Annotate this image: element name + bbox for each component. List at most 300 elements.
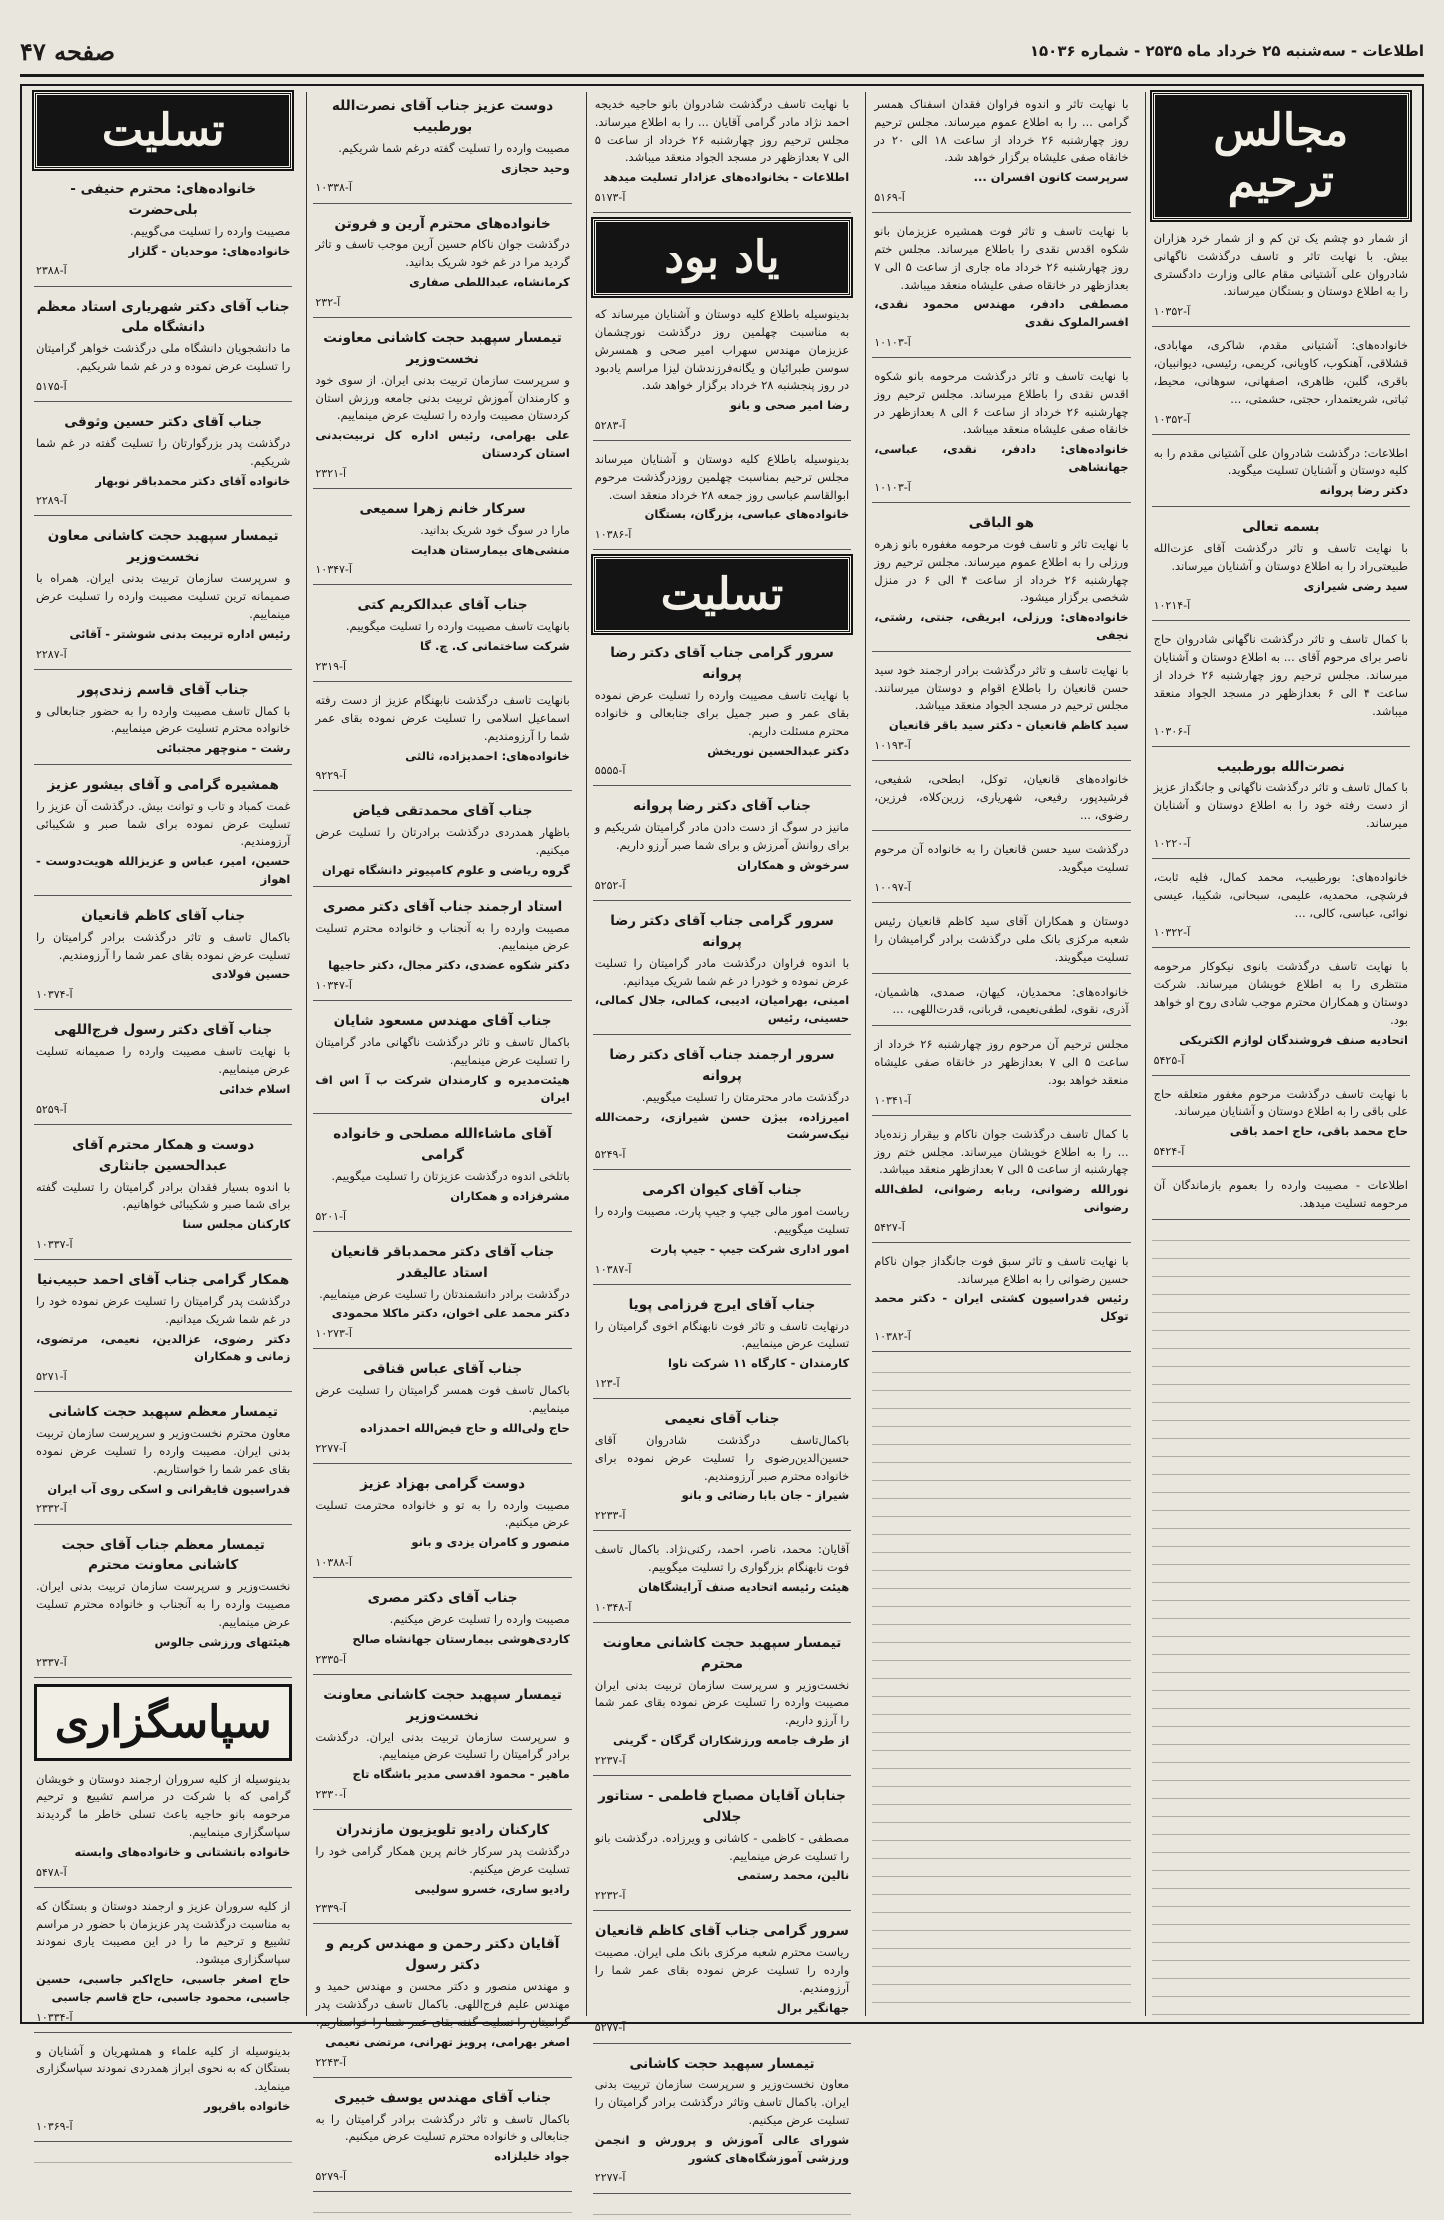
notice-title: جناب آقای مهندس یوسف خبیری <box>333 2089 552 2106</box>
notice-code: ۲۳۳۰-آ <box>315 1788 347 1802</box>
notice-signature: کاردی‌هوشی بیمارستان جهانشاه صالح <box>352 1631 570 1646</box>
notice-signature: ماهیر - محمود اقدسی مدیر باشگاه تاج <box>352 1767 570 1782</box>
notice-item <box>593 639 851 786</box>
notice-code: ۱۰۳۵۲-آ <box>1153 412 1191 426</box>
notice-code: ۲۲۳۲-آ <box>594 1889 626 1903</box>
notice-item <box>34 293 292 403</box>
notice-title: سرور گرامی جناب آقای دکتر رضا پروانه <box>610 912 834 950</box>
notice-signature: حاج محمد باقی، حاج احمد باقی <box>1229 1124 1408 1139</box>
notice-item <box>34 1767 292 1888</box>
notice-body: با نهایت تاسف و تاثر سبق فوت جانگداز جوان ناکام حسین رضوانی را به اطلاع میرساند. <box>874 1253 1129 1286</box>
notice-item <box>872 980 1130 1027</box>
notice-title: جناب آقای نعیمی <box>664 1411 780 1428</box>
notice-code: ۱۰۳۳۴-آ <box>35 2010 73 2024</box>
notice-code: ۲۳۳۹-آ <box>315 1902 347 1916</box>
notice-body: خانواده‌های: بورطبیب، محمد کمال، فلیه ثابت، فرشچی، محمدیه، علیمی، سبحانی، شکیبا، عیسی نوائی، عباسی، کالی، ... <box>1153 869 1408 920</box>
notice-code: ۱۰۳۴۱-آ <box>874 1093 911 1107</box>
notice-item <box>593 92 851 213</box>
notice-signature: مشرفزاده و همکاران <box>450 1188 570 1203</box>
notice-code: ۲۲۸۷-آ <box>35 647 67 661</box>
notice-body: با کمال تاسف و تاثر درگذشت ناگهانی شادروان حاج ناصر برای مرحوم آقای ... به اطلاع دوستان و آشنایان میرساند. مجلس ترحیم روز چهارشنبه ۲۶ خرداد از ساعت ۴ الی ۶ بعدازظهر در مسجد الجواد منعقد میباشد. <box>1153 632 1408 718</box>
notice-item <box>313 1930 571 2077</box>
page-header <box>20 28 1424 77</box>
notice-code: ۲۳۳۵-آ <box>315 1652 347 1666</box>
banner-sepaskozari: سپاسگزاری <box>34 1684 292 1761</box>
notice-body: با اندوه بسیار فقدان برادر گرامیتان را تسلیت گفته برای شما صبر و شکیبائی خواهانیم. <box>35 1179 291 1212</box>
notice-code: ۵۱۷۵-آ <box>35 379 67 393</box>
notice-title: جناب آقای عبدالکریم کتی <box>357 597 528 614</box>
notice-signature: خانواده‌های: دادفر، نقدی، عباسی، جهانشاهی <box>874 442 1129 475</box>
notice-body: مصیبت وارده را تسلیت عرض میکنیم. <box>389 1612 570 1627</box>
notice-item <box>313 1681 571 1810</box>
notice-signature: خانواده باتشتانی و خانواده‌های وابسته <box>74 1844 291 1859</box>
notice-item <box>313 495 571 586</box>
notice-code: ۲۲۴۳-آ <box>315 2055 347 2069</box>
notice-code: ۱۲۳-آ <box>594 1377 620 1391</box>
notice-code: ۵۲۵۹-آ <box>35 1102 67 1116</box>
notice-body: آقایان: محمد، ناصر، احمد، رکنی‌نژاد. باکمال تاسف فوت نابهنگام بزرگواری را تسلیت میگوییم. <box>594 1542 850 1575</box>
notice-item <box>313 1470 571 1578</box>
notice-title: جناب آقای کاظم قانعیان <box>81 907 246 924</box>
notice-signature: از طرف جامعه ورزشکاران گرگان - گرینی <box>613 1733 850 1748</box>
notice-code: ۱۰۳۸۸-آ <box>315 1556 352 1570</box>
notice-code: ۲۲۷۷-آ <box>315 1441 347 1455</box>
notice-signature: سرخوش و همکاران <box>737 858 850 873</box>
column-filler <box>313 2198 571 2218</box>
notice-signature: رادیو ساری، خسرو سولیبی <box>414 1881 570 1896</box>
notice-item <box>313 893 571 1001</box>
notice-signature: سید کاظم قانعیان - دکتر سید باقر قانعیان <box>888 718 1129 733</box>
notice-body: بانهایت تاسف درگذشت نابهنگام عزیز از دست رفته اسماعیل اسلامی را تسلیت عرض نموده بقای عمر شما را آرزومندیم. <box>315 693 570 743</box>
notice-signature: اطلاعات - بخانواده‌های عزادار تسلیت میدهد <box>603 170 850 185</box>
notice-signature: اتحادیه صنف فروشندگان لوازم الکتریکی <box>1179 1032 1408 1047</box>
notice-item <box>313 1007 571 1114</box>
notice-title: سرور گرامی جناب آقای دکتر رضا پروانه <box>610 645 834 683</box>
notice-signature: خانواده آقای دکتر محمدباقر نوبهار <box>95 473 291 488</box>
notice-code: ۵۱۷۳-آ <box>594 191 626 205</box>
notice-code: ۱۰۲۲۰-آ <box>1153 836 1191 850</box>
notice-code: ۵۲۷۹-آ <box>315 2169 347 2183</box>
notice-item <box>313 1120 571 1232</box>
notice-signature: رضا امیر صحی و بانو <box>729 398 850 413</box>
notice-code: ۵۲۵۲-آ <box>594 878 626 892</box>
notice-code: ۵۲۰۱-آ <box>315 1209 347 1223</box>
notice-item <box>1152 226 1410 327</box>
notice-body: از کلیه سروران عزیز و ارجمند دوستان و بستگان که به مناسبت درگذشت پدر عزیزمان با حضور در مراسم تشییع و ترحیم ما را در این مصیبت یاری نمودند سپاسگزاری میشود. <box>35 1898 291 1967</box>
notice-body: با نهایت تاثر و تاسف فوت مرحومه مغفوره بانو زهره ورزلی را به اطلاع عموم میرساند. مجلس ترحیم روز چهارشنبه ۲۶ خرداد از ساعت ۴ الی ۶ در منزل شخصی برگزار میشود. <box>874 536 1129 605</box>
notice-code: ۲۳۳۲-آ <box>35 1502 67 1516</box>
notice-body: با نهایت تاثر و اندوه فراوان فقدان اسفناک همسر گرامی ... را به اطلاع عموم میرساند. مجلس ترحیم روز چهارشنبه ۲۶ خرداد از ساعت ۱۸ الی ۲۰ در خانقاه صفی علیشاه برگزار خواهد شد. <box>874 97 1129 165</box>
notice-body: باکمال تاسف و تاثر درگذشت برادر گرامیتان را تسلیت عرض نموده بقای عمر شما را آرزومندیم. <box>35 929 291 962</box>
notice-signature: امور اداری شرکت جیپ - جیپ پارت <box>650 1241 850 1256</box>
notice-signature: امیرزاده، بیژن حسن شیرازی، رحمت‌الله نیک‌سرشت <box>594 1109 850 1142</box>
notice-body: بدینوسیله باطلاع کلیه دوستان و آشنایان میرساند که به مناسبت چهلمین روز درگذشت نورچشمان عزیزمان مهندس سهراب امیر صحی و همسرش سوسن طبرائیان و یگانه‌فرزندشان لیزا مراسم یادبود در روز پنجشنبه ۲۸ خرداد برگزار خواهد شد. <box>594 307 850 393</box>
notice-title: نصرت‌الله بورطبیب <box>1216 758 1345 775</box>
notice-item <box>313 1238 571 1350</box>
notice-body: از شمار دو چشم یک تن کم و از شمار خرد هزاران بیش. با نهایت تاثر و تاسف درگذشت ناگهانی شادروان علی آشتیانی مقام عالی وزارت دادگستری را به اطلاع دوستان و بستگان میرساند. <box>1153 231 1408 299</box>
notice-code: ۵۲۴۹-آ <box>594 1148 626 1162</box>
notice-title: همشیره گرامی و آقای بیشور عزیز <box>47 776 279 793</box>
notice-signature: دکتر عبدالحسین نوریخش <box>707 743 850 758</box>
notice-title: آقایان دکتر رحمن و مهندس کریم و دکتر رسول <box>325 1936 560 1974</box>
column-right <box>1145 92 1416 2016</box>
notice-title: تیمسار سپهبد حجت کاشانی معاون نخست‌وزیر <box>47 528 279 566</box>
notice-title: جناب آقای دکتر رسول فرج‌اللهی <box>54 1022 273 1039</box>
notice-title: خانواده‌های: محترم حنیفی - بلی‌حضرت <box>70 181 257 218</box>
notice-item <box>1152 1082 1410 1167</box>
notice-body: بدینوسیله از کلیه سروران ارجمند دوستان و خویشان گرامی که با شرکت در مراسم تشییع و ترحیم مرحومه بانو حاجیه باعث تسلی خاطر ما گردیدند سپاسگزاری مینماییم. <box>35 1771 291 1840</box>
notice-item <box>1152 954 1410 1075</box>
notice-signature: نالین، محمد رستمی <box>737 1868 850 1883</box>
notice-code: ۱۰۳۷۴-آ <box>35 988 73 1002</box>
notice-body: مانیز در سوگ از دست دادن مادر گرامیتان شریکیم و برای روانش آمرزش و برای شما صبر آرزو داریم. <box>594 820 850 853</box>
notice-code: ۱۰۱۹۳-آ <box>874 739 911 752</box>
notice-signature: حاج اصغر جاسبی، حاج‌اکبر جاسبی، حسین جاسبی، محمود جاسبی، حاج قاسم جاسبی <box>35 1972 291 2004</box>
notice-item <box>34 1131 292 1260</box>
notice-item <box>593 1782 851 1911</box>
notice-item <box>313 591 571 682</box>
notice-body: و سرپرست سازمان تربیت بدنی ایران. درگذشت برادر گرامیتان را تسلیت عرض مینماییم. <box>315 1729 570 1762</box>
notice-title: جناب آقای قاسم زندی‌پور <box>77 681 249 698</box>
column-center-right <box>865 92 1136 2016</box>
notice-code: ۱۰۳۵۲-آ <box>1153 305 1191 319</box>
notice-title: سرور گرامی جناب آقای کاظم قانعیان <box>595 1923 849 1940</box>
notice-code: ۲۳۸۸-آ <box>35 264 67 278</box>
notice-body: باکمال‌تاسف درگذشت شادروان آقای حسین‌الدین‌رضوی را تسلیت عرض نموده برای خانواده محترم صبر آرزومندیم. <box>594 1433 850 1483</box>
notice-code: ۵۱۶۹-آ <box>874 191 905 205</box>
notice-code: ۱۰۲۱۴-آ <box>1153 599 1191 613</box>
notice-signature: دکتر محمد علی اخوان، دکتر ماکلا محمودی <box>331 1306 570 1321</box>
notice-body: مصیبت وارده را به آنجناب و خانواده محترم تسلیت عرض مینماییم. <box>315 920 570 953</box>
notice-item <box>872 364 1130 503</box>
notice-signature: سید رضی شیرازی <box>1303 578 1408 593</box>
notice-item <box>872 219 1130 358</box>
notice-body: باکمال تاسف و تاثر درگذشت ناگهانی مادر گرامیتان را تسلیت عرض مینماییم. <box>315 1035 570 1067</box>
notice-body: با نهایت تاسف درگذشت شادروان بانو حاجیه خدیجه احمد نژاد مادر گرامی آقایان ... را به اطلاع میرساند. مجلس ترحیم روز چهارشنبه ۲۶ خرداد از ساعت ۵ الی ۷ بعدازظهر در مسجد الجواد منعقد میباشد. <box>594 97 850 165</box>
banner-majales-tarhim: مجالس ترحیم <box>1152 92 1410 220</box>
notice-title: جنابان آقایان مصباح فاطمی - ستاتور جلالی <box>598 1787 846 1825</box>
notice-code: ۱۰۳۸۲-آ <box>874 1330 911 1344</box>
notice-code: ۵۲۷۷-آ <box>594 2021 626 2035</box>
notice-signature: گروه ریاضی و علوم کامپیوتر دانشگاه تهران <box>321 862 570 877</box>
notice-body: با نهایت تاسف درگذشت بانوی نیکوکار مرحومه منتظری را به اطلاع خویشان میرساند. شرکت دوستان و همکاران محترم موجب شادی روح او خواهد بود. <box>1153 959 1408 1027</box>
notice-code: ۱۰۱۰۳-آ <box>874 335 911 349</box>
notice-signature: شورای عالی آموزش و پرورش و انجمن ورزشی آموزشگاه‌های کشور <box>594 2132 850 2165</box>
notice-item <box>872 837 1130 903</box>
notice-body: و مهندس منصور و دکتر محسن و مهندس حمید و مهندس علیم فرج‌اللهی. باکمال تاسف درگذشت پدر گرامیتان را تسلیت گفته بقای عمر شما را خواستاریم. <box>315 1979 570 2029</box>
notice-item <box>34 522 292 669</box>
notice-signature: نورالله رضوانی، ربابه رضوانی، لطف‌الله رضوانی <box>874 1182 1129 1214</box>
notice-signature: مصطفی دادفر، مهندس محمود نقدی، افسرالملوک نقدی <box>874 297 1129 330</box>
notice-title: هو الباقی <box>968 514 1035 531</box>
notice-item <box>872 1249 1130 1352</box>
notice-title: بسمه تعالی <box>1242 519 1320 536</box>
notice-code: ۲۳۲-آ <box>315 295 341 309</box>
notice-title: سرکار خانم زهرا سمیعی <box>359 500 526 517</box>
notice-body: معاون محترم نخست‌وزیر و سرپرست سازمان تربیت بدنی ایران. مصیبت وارده را تسلیت عرض نموده بقای عمر شما را خواستاریم. <box>35 1426 291 1476</box>
notice-body: درنهایت تاسف و تاثر فوت نابهنگام اخوی گرامیتان را تسلیت عرض مینماییم. <box>594 1318 850 1351</box>
notice-title: جناب آقای دکتر حسین وثوقی <box>64 414 263 431</box>
notice-title: جناب آقای کیوان اکرمی <box>642 1182 802 1199</box>
notice-body: درگذشت پدر بزرگوارتان را تسلیت گفته در غم شما شریکیم. <box>35 435 291 468</box>
notice-item <box>1152 753 1410 859</box>
notice-item <box>313 92 571 204</box>
notice-title: جناب آقای دکتر رضا پروانه <box>633 798 811 815</box>
notice-signature: سرپرست کانون افسران ... <box>973 170 1129 185</box>
notice-item <box>34 1266 292 1392</box>
notice-code: ۱۰۳۶۹-آ <box>35 2119 73 2133</box>
notice-title: تیمسار معظم جناب آقای حجت کاشانی معاونت محترم <box>61 1536 265 1574</box>
notice-body: درگذشت جوان ناکام حسین آرین موجب تاسف و تاثر گردید مرا در غم خود شریک بدانید. <box>315 237 570 270</box>
notice-code: ۵۲۸۳-آ <box>594 418 626 432</box>
notice-item <box>1152 865 1410 948</box>
notice-signature: رئیس فدراسیون کشتی ایران - دکتر محمد توکل <box>874 1291 1129 1324</box>
notice-body: باتلخی اندوه درگذشت عزیزتان را تسلیت میگوییم. <box>331 1169 570 1184</box>
notice-body: مصیبت وارده را تسلیت گفته درغم شما شریکیم. <box>338 140 570 155</box>
notice-code: ۵۴۲۵-آ <box>1153 1053 1185 1067</box>
notice-body: ما دانشجویان دانشگاه ملی درگذشت خواهر گرامیتان را تسلیت عرض نموده و در غم شما شریکیم. <box>35 341 291 374</box>
notice-body: مجلس ترحیم آن مرحوم روز چهارشنبه ۲۶ خرداد از ساعت ۵ الی ۷ بعدازظهر در خانقاه صفی علیشاه منعقد خواهد بود. <box>874 1037 1129 1087</box>
notice-signature: اسلام خدائی <box>219 1081 291 1096</box>
notice-signature: رشت - منوچهر مجتبائی <box>156 741 291 756</box>
notice-body: باظهار همدردی درگذشت برادرتان را تسلیت عرض میکنیم. <box>315 825 570 858</box>
notice-body: با کمال تاسف و تاثر درگذشت ناگهانی و جانگداز عزیز از دست رفته خود را به اطلاع دوستان و آشنایان میرساند. <box>1153 780 1408 831</box>
notice-body: خانواده‌های: محمدیان، کیهان، صمدی، هاشمیان، آذری، نقوی، لطفی‌نعیمی، قربانی، قدرت‌اللهی، ... <box>874 984 1129 1017</box>
notice-body: درگذشت مادر محترمتان را تسلیت میگوییم. <box>641 1089 850 1104</box>
notice-code: ۱۰۳۲۲-آ <box>1153 926 1191 940</box>
notice-code: ۱۰۳۰۶-آ <box>1153 724 1191 738</box>
notice-body: درگذشت پدر گرامیتان را تسلیت عرض نموده خود را در غم شما شریک میدانیم. <box>35 1293 291 1326</box>
notice-code: ۲۲۳۳-آ <box>594 1509 626 1523</box>
notice-item <box>34 1398 292 1524</box>
notice-item <box>872 909 1130 973</box>
notice-item <box>593 1176 851 1284</box>
notice-body: ریاست محترم شعبه مرکزی بانک ملی ایران. مصیبت وارده را تسلیت عرض نموده بقای عمر شما را آرزومندیم. <box>594 1945 850 1995</box>
notice-title: تیمسار سپهبد حجت کاشانی معاونت نخست‌وزیر <box>323 1686 562 1724</box>
notice-title: دوست و همکار محترم آقای عبدالحسین جانثاری <box>72 1136 255 1174</box>
notice-code: ۹۲۲۹-آ <box>315 769 347 783</box>
notice-signature: وحید حجازی <box>500 160 570 175</box>
column-left <box>28 92 298 2133</box>
notice-title: جناب آقای دکتر مصری <box>367 1590 518 1607</box>
notice-body: مصیبت وارده را به تو و خانواده محترمت تسلیت عرض میکنیم. <box>315 1497 570 1530</box>
notice-title: جناب آقای ایرج فرزامی پویا <box>628 1296 816 1313</box>
notice-item <box>313 1584 571 1675</box>
notice-title: استاد ارجمند جناب آقای دکتر مصری <box>322 898 563 915</box>
notice-body: با کمال تاسف درگذشت جوان ناکام و بیقرار زنده‌یاد ... را به اطلاع خویشان میرساند. مجلس ختم روز چهارشنبه از ساعت ۵ الی ۷ بعدازظهر منعقد میباشد. <box>874 1126 1129 1177</box>
notice-signature: خانواده‌های: احمدیزاده، ثالثی <box>405 748 570 763</box>
notice-signature: شرکت ساختمانی ک. چ. گا <box>420 639 570 654</box>
notice-item <box>34 1531 292 1678</box>
notice-item <box>593 1405 851 1531</box>
notice-title: تیمسار سپهبد حجت کاشانی معاونت محترم <box>602 1634 842 1672</box>
notice-item <box>1152 513 1410 621</box>
notice-item <box>1152 627 1410 746</box>
notice-body: بدینوسیله از کلیه علماء و همشهریان و آشنایان و بستگان که به نحوی ابراز همدردی نمودند سپاسگزاری مینماید. <box>35 2043 291 2094</box>
notice-title: تیمسار سپهبد حجت کاشانی معاونت نخست‌وزیر <box>323 329 562 367</box>
notice-body: خانواده‌های قانعیان، توکل، ابطحی، شفیعی، فرشیدپور، رفیعی، شهریاری، زرین‌کلاه، فرزین، رضوی، ... <box>874 772 1129 822</box>
notice-item <box>34 676 292 765</box>
notice-item <box>34 2039 292 2142</box>
notice-body: با نهایت تاسف درگذشت مرحوم مغفور متعلقه حاج علی باقی را به اطلاع دوستان و آشنایان میرساند. <box>1153 1086 1408 1119</box>
notice-body: اطلاعات - مصیبت وارده را بعموم بازماندگان آن مرحومه تسلیت میدهد. <box>1153 1178 1408 1210</box>
notice-signature: فدراسیون قایقرانی و اسکی روی آب ایران <box>47 1481 291 1496</box>
notice-body: ریاست امور مالی جیپ و جیپ پارت. مصیبت وارده را تسلیت میگوییم. <box>594 1204 850 1237</box>
notice-title: تیمسار سپهبد حجت کاشانی <box>629 2055 815 2072</box>
notice-item <box>872 1032 1130 1115</box>
notice-title: جناب آقای دکتر محمدباقر قانعیان استاد عالیقدر <box>330 1243 555 1281</box>
notice-body: بدینوسیله باطلاع کلیه دوستان و آشنایان میرساند مجلس ترحیم بمناسبت چهلمین روزدرگذشت مرحوم ابوالقاسم عباسی روز جمعه ۲۸ خرداد منعقد است. <box>594 452 850 502</box>
notice-title: دوست عزیز جناب آقای نصرت‌الله بورطبیب <box>331 98 554 135</box>
notice-title: سرور ارجمند جناب آقای دکتر رضا پروانه <box>609 1046 835 1084</box>
notice-body: اطلاعات: درگذشت شادروان علی آشتیانی مقدم را به کلیه دوستان و آشنایان تسلیت میگوید. <box>1153 445 1408 478</box>
notice-body: درگذشت پدر سرکار خانم پرین همکار گرامی خود را تسلیت عرض میکنیم. <box>315 1843 570 1876</box>
notice-item <box>872 92 1130 213</box>
notice-body: نخست‌وزیر و سرپرست سازمان تربیت بدنی ایران. مصیبت وارده را به آنجناب و خانواده محترم تسلیت عرض مینماییم. <box>35 1579 291 1629</box>
notice-item <box>313 797 571 886</box>
notice-body: معاون نخست‌وزیر و سرپرست سازمان تربیت بدنی ایران. باکمال تاسف وتاثر درگذشت برادر گرامیتان را تسلیت عرض میکنیم. <box>594 2077 850 2128</box>
notice-signature: شیراز - جان بابا رضائی و بانو <box>681 1488 850 1503</box>
column-filler <box>1152 1226 1410 2016</box>
notice-title: کارکنان رادیو تلویزیون مازندران <box>335 1822 550 1839</box>
notice-item <box>34 1016 292 1124</box>
notice-body: با نهایت تاسف مصیبت وارده را صمیمانه تسلیت عرض مینماییم. <box>35 1044 291 1077</box>
notice-item <box>593 1917 851 2043</box>
notice-item <box>313 2084 571 2192</box>
column-filler <box>593 2200 851 2220</box>
notice-code: ۵۴۷۸-آ <box>35 1865 67 1879</box>
notice-item <box>313 688 571 791</box>
notice-item <box>313 324 571 489</box>
notice-item <box>872 509 1130 652</box>
notice-code: ۲۳۱۹-آ <box>315 660 347 674</box>
notice-body: بانهایت تاسف مصیبت وارده را تسلیت میگوییم. <box>345 619 570 634</box>
notice-body: دوستان و همکاران آقای سید کاظم قانعیان رئیس شعبه مرکزی بانک ملی درگذشت برادر گرامیشان را تسلیت میگویند. <box>874 914 1129 964</box>
notice-signature: کرمانشاه، عبداللطی صفاری <box>409 275 570 290</box>
notice-body: نخست‌وزیر و سرپرست سازمان تربیت بدنی ایران مصیبت وارده را تسلیت عرض نموده بقای عمر شما را آرزو داریم. <box>594 1677 850 1728</box>
notice-title: خانواده‌های محترم آرین و فروتن <box>334 215 551 232</box>
notice-item <box>1152 441 1410 507</box>
notice-item <box>593 1041 851 1170</box>
notice-body: با کمال تاسف مصیبت وارده را به حضور جنابعالی و خانواده محترم تسلیت عرض مینماییم. <box>35 703 291 736</box>
notice-signature: حسین فولادی <box>211 967 291 982</box>
notice-item <box>34 175 292 287</box>
notice-item <box>593 2050 851 2194</box>
notice-item <box>313 1816 571 1924</box>
notice-signature: کارمندان - کارگاه ۱۱ شرکت ناوا <box>668 1356 850 1371</box>
notice-code: ۱۰۰۹۷-آ <box>874 881 911 895</box>
notice-signature: اصغر بهرامی، پرویز تهرانی، مرتضی نعیمی <box>325 2034 570 2049</box>
notice-title: جناب آقای مهندس مسعود شایان <box>333 1013 552 1030</box>
notice-item <box>872 1122 1130 1243</box>
notice-item <box>593 792 851 900</box>
notice-code: ۵۴۲۷-آ <box>874 1220 905 1234</box>
notice-code: ۲۲۳۷-آ <box>594 1753 626 1767</box>
notice-signature: منشی‌های بیمارستان هدایت <box>410 542 570 557</box>
notice-body: غمت کمباد و تاب و توانت بیش. درگذشت آن عزیز را تسلیت عرض نموده برای شما صبر و شکیبائی آرزومندیم. <box>35 798 291 849</box>
columns-frame <box>20 84 1424 2185</box>
notice-item <box>593 447 851 550</box>
notice-signature: خانواده‌های: موحدیان - گلزار <box>128 243 291 258</box>
notice-item <box>313 1355 571 1463</box>
notice-signature: هیئت‌مدیره و کارمندان شرکت ب آ اس اف ایران <box>315 1072 570 1105</box>
notice-body: مارا در سوگ خود شریک بدانید. <box>420 522 570 537</box>
notice-code: ۵۵۵۵-آ <box>594 764 626 778</box>
column-center-left <box>306 92 577 2183</box>
notice-signature: خانواده باقرپور <box>204 2099 291 2114</box>
notice-body: باکمال تاسف فوت همسر گرامیتان را تسلیت عرض مینماییم. <box>315 1383 570 1416</box>
notice-item <box>593 1629 851 1776</box>
notice-body: درگذشت سید حسن قانعیان را به خانواده آن مرحوم تسلیت میگوید. <box>874 842 1129 875</box>
notice-item <box>34 771 292 896</box>
banner-yadbud: یاد بود <box>593 219 851 296</box>
notice-body: با نهایت تاسف و تاثر درگذشت مرحومه بانو شکوه اقدس نقدی را باطلاع میرساند. مجلس ترحیم روز چهارشنبه ۲۶ خرداد از ساعت ۶ الی ۸ بعدازظهر در خانقاه صفی علیشاه منعقد میباشد. <box>874 369 1129 437</box>
column-filler <box>34 2148 292 2168</box>
notice-code: ۱۰۱۰۳-آ <box>874 480 911 494</box>
notice-code: ۵۴۲۴-آ <box>1153 1144 1185 1158</box>
notice-signature: جواد خلیلزاده <box>494 2149 570 2164</box>
notice-code: ۱۰۳۴۷-آ <box>315 563 352 577</box>
notice-signature: هیئتهای ورزشی جالوس <box>154 1634 291 1649</box>
notice-item <box>593 907 851 1035</box>
notice-signature: جهانگیر برال <box>776 2000 850 2015</box>
notice-signature: حسین، امیر، عباس و عزیزالله هویت‌دوست - اهواز <box>35 854 291 887</box>
column-center <box>586 92 857 2185</box>
notice-body: و سرپرست سازمان تربیت بدنی ایران. همراه با صمیمانه ترین تسلیت مصیبت وارده را تسلیت عرض مینماییم. <box>35 571 291 621</box>
notice-body: با نهایت تاسف و تاثر فوت همشیره عزیزمان بانو شکوه اقدس نقدی را باطلاع میرساند. مجلس ختم روز چهارشنبه ۲۶ خرداد ماه جاری از ساعت ۵ الی ۷ بعدازظهر در خانقاه صفی علیشاه منعقد میباشد. <box>874 224 1129 292</box>
notice-item <box>34 902 292 1010</box>
masthead-line: اطلاعات - سه‌شنبه ۲۵ خرداد ماه ۲۵۳۵ - شماره ۱۵۰۳۶ <box>1029 42 1424 60</box>
notice-code: ۱۰۳۴۸-آ <box>594 1600 632 1614</box>
notice-body: با اندوه فراوان درگذشت مادر گرامیتان را تسلیت عرض نموده و خودرا در غم شما شریک میدانیم. <box>594 955 850 988</box>
notice-title: جناب آقای دکتر شهریاری استاد معظم دانشگاه ملی <box>36 298 290 336</box>
notice-item <box>1152 1173 1410 1220</box>
notice-item <box>872 658 1130 761</box>
notice-signature: علی بهرامی، رئیس اداره کل تربیت‌بدنی استان کردستان <box>315 428 570 461</box>
notice-title: تیمسار معظم سپهبد حجت کاشانی <box>48 1404 278 1421</box>
notice-code: ۲۲۷۷-آ <box>594 2171 626 2185</box>
notice-body: با نهایت تاسف و تاثر درگذشت آقای عزت‌الله طبیعتی‌راد را به اطلاع دوستان و آشنایان میرساند. <box>1153 540 1408 573</box>
notice-code: ۲۳۳۷-آ <box>35 1655 67 1669</box>
notice-code: ۱۰۳۳۷-آ <box>35 1238 73 1252</box>
notice-title: همکار گرامی جناب آقای احمد حبیب‌نیا <box>37 1272 290 1289</box>
notice-body: خانواده‌های: آشتیانی مقدم، شاکری، مهابادی، قشلاقی، آهنکوب، کاویانی، کریمی، رئیسی، دیوانبیان، باقری، گلبن، ظاهری، اصفهانی، سوهانی، محیط، ثباتی، شریعتمدار، حجتی، حشمتی، ... <box>1153 338 1408 406</box>
notice-title: جناب آقای عباس قناقی <box>362 1361 523 1378</box>
notice-signature: دکتر رضا پروانه <box>1319 483 1408 498</box>
notice-signature: کارکنان مجلس سنا <box>182 1217 291 1232</box>
banner-tasliyat-center: تسلیت <box>593 556 851 633</box>
notice-signature: رئیس اداره تربیت بدنی شوشتر - آقائی <box>69 626 291 641</box>
notice-title: جناب آقای محمدتقی فیاض <box>352 803 533 820</box>
notice-item <box>34 1894 292 2033</box>
notice-body: مصطفی - کاظمی - کاشانی و ویرزاده. درگذشت بانو را تسلیت عرض مینماییم. <box>594 1830 850 1863</box>
notice-title: آقای ماشاءالله مصلحی و خانواده گرامی <box>333 1126 552 1164</box>
notice-item <box>872 767 1130 831</box>
notice-code: ۱۰۳۴۷-آ <box>315 979 352 993</box>
notice-item <box>34 408 292 516</box>
notice-code: ۲۳۲۱-آ <box>315 466 347 480</box>
notice-item <box>1152 333 1410 434</box>
notice-signature: حاج ولی‌الله و حاج فیض‌الله احمدزاده <box>360 1420 570 1435</box>
notice-code: ۱۰۳۳۸-آ <box>315 181 352 195</box>
page-number: صفحه ۴۷ <box>20 36 116 66</box>
notice-signature: امینی، بهرامیان، ادیبی، کمالی، جلال کمالی، حسینی، رئیس <box>594 993 850 1026</box>
notice-signature: دکتر رضوی، عزالدین، نعیمی، مرتضوی، زمانی و همکاران <box>35 1331 291 1364</box>
banner-tasliyat-left: تسلیت <box>34 92 292 169</box>
notice-signature: منصور و کامران یزدی و بانو <box>411 1535 570 1550</box>
notice-item <box>593 302 851 441</box>
notice-body: باکمال تاسف و تاثر درگذشت برادر گرامیتان را به جنابعالی و خانواده محترم تسلیت عرض میکنیم. <box>315 2111 570 2144</box>
